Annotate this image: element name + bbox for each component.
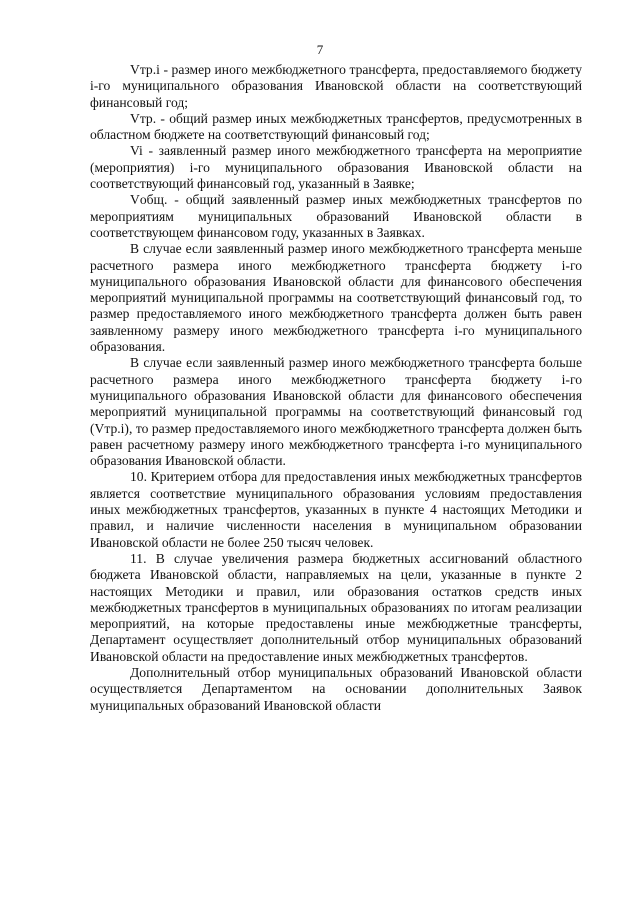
paragraph-vtr: Vтр. - общий размер иных межбюджетных трансфертов, предусмотренных в областном бюджете на соответствующий финансовый год; — [90, 110, 582, 143]
paragraph-vi: Vi - заявленный размер иного межбюджетного трансферта на мероприятие (мероприятия) i-го муниципального образования Ивановской области на соответствующий финансовый год, указанный в Заявке; — [90, 143, 582, 192]
paragraph-additional-selection: Дополнительный отбор муниципальных образований Ивановской области осуществляется Департаментом на основании дополнительных Заявок муниципальных образований Ивановской области — [90, 664, 582, 713]
paragraph-vtr-i: Vтр.i - размер иного межбюджетного трансферта, предоставляемого бюджету i-го муниципального образования Ивановской области на соответствующий финансовый год; — [90, 62, 582, 110]
paragraph-case-less: В случае если заявленный размер иного межбюджетного трансферта меньше расчетного размера иного межбюджетного трансферта бюджету i-го муниципального образования Ивановской области для финансового обеспечения мероприятий муниципальной программы на соответствующий финансовый год, то размер предоставляемого иного межбюджетного трансферта должен быть равен заявленному размеру иного межбюджетного трансферта i-го муниципального образования. — [90, 241, 582, 355]
paragraph-item-10: 10. Критерием отбора для предоставления иных межбюджетных трансфертов является соответствие муниципального образования условиям предоставления иных межбюджетных трансфертов, указанных в пункте 4 настоящих Методики и правил, и наличие численности населения в муниципальном образовании Ивановской области не более 250 тысяч человек. — [90, 469, 582, 550]
document-text — [90, 62, 582, 714]
paragraph-vobsch: Vобщ. - общий заявленный размер иных межбюджетных трансфертов по мероприятиям муниципальных образований Ивановской области в соответствующем финансовом году, указанных в Заявках. — [90, 192, 582, 240]
paragraph-case-more: В случае если заявленный размер иного межбюджетного трансферта больше расчетного размера иного межбюджетного трансферта бюджету i-го муниципального образования Ивановской области для финансового обеспечения мероприятий муниципальной программы на соответствующий финансовый год (Vтр.i), то размер предоставляемого иного межбюджетного трансферта должен быть равен расчетному размеру иного межбюджетного трансферта i-го муниципального образования Ивановской области. — [90, 355, 582, 469]
page-number: 7 — [316, 42, 324, 57]
paragraph-item-11: 11. В случае увеличения размера бюджетных ассигнований областного бюджета Ивановской области, направляемых на цели, указанные в пункте 2 настоящих Методики и правил, или образования остатков средств иных межбюджетных трансфертов в муниципальных образованиях по итогам реализации мероприятий, на которые предоставлены иные межбюджетные трансферты, Департамент осуществляет дополнительный отбор муниципальных образований Ивановской области на предоставление иных межбюджетных трансфертов. — [90, 550, 582, 664]
